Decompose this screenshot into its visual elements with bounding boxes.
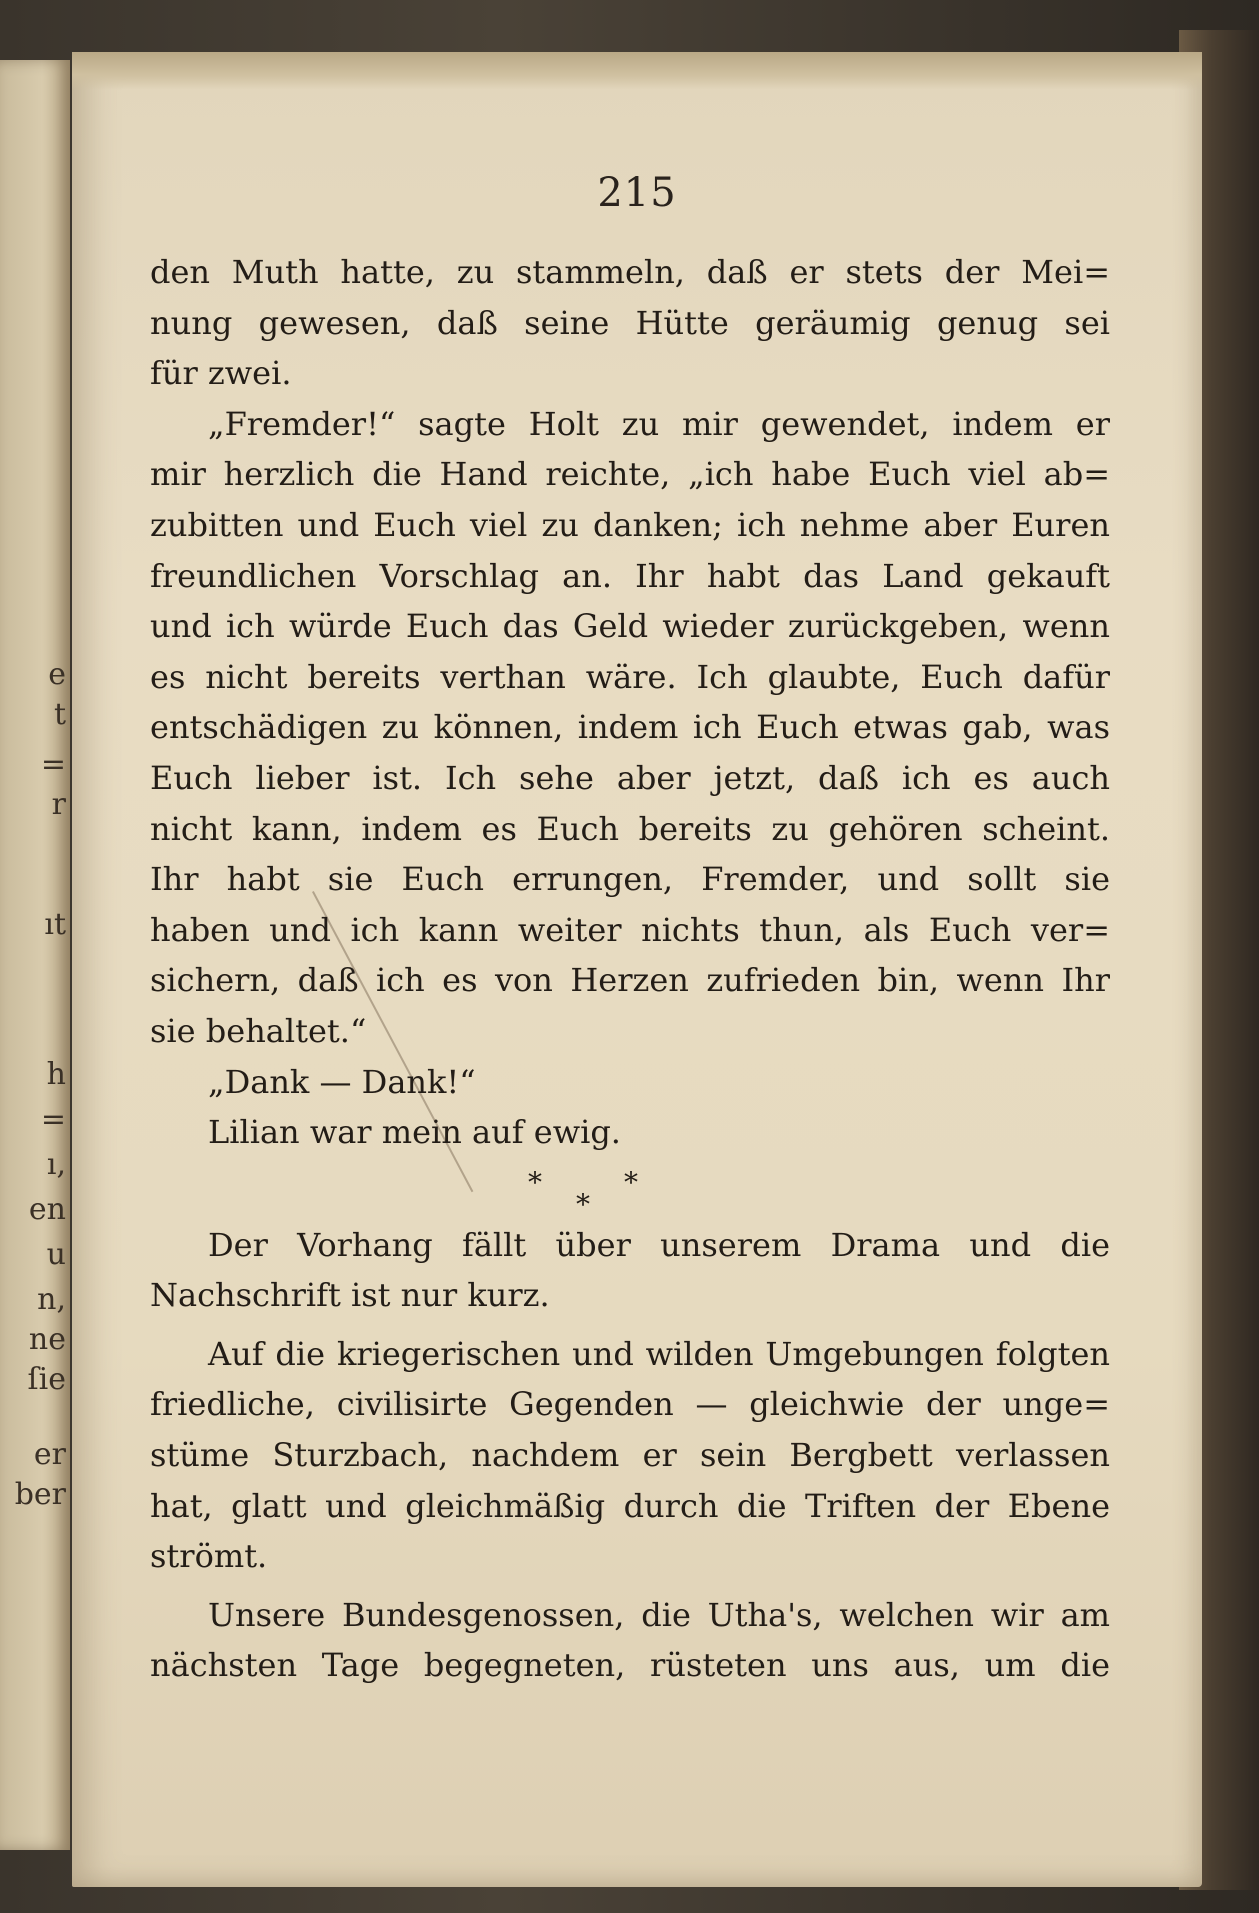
text-line: für zwei. (150, 354, 292, 393)
margin-fragment: ber (14, 1477, 66, 1512)
text-line: und ich würde Euch das Geld wieder zurückgeben, wenn (150, 607, 1110, 646)
text-line: sichern, daß ich es von Herzen zufrieden bin, wenn Ihr (150, 961, 1110, 1000)
separator-star: * (624, 1165, 638, 1199)
text-line: Auf die kriegerischen und wilden Umgebungen folgten (208, 1334, 1110, 1373)
margin-fragment: en (28, 1192, 66, 1227)
left-page-fragment (0, 60, 70, 1850)
page-number: 215 (597, 170, 677, 216)
margin-fragment: e (48, 657, 66, 692)
section-separator (150, 1158, 1110, 1220)
text-line: nicht kann, indem es Euch bereits zu gehören scheint. (150, 809, 1110, 848)
text-line: „Fremder!“ sagte Holt zu mir gewendet, indem er (208, 404, 1110, 443)
margin-fragment: ı, (46, 1147, 66, 1182)
margin-fragment: n, (37, 1282, 66, 1317)
text-line: haben und ich kann weiter nichts thun, als Euch ver= (150, 910, 1110, 949)
margin-fragment: ıt (44, 907, 66, 942)
text-line: entschädigen zu können, indem ich Euch etwas gab, was (150, 708, 1110, 747)
margin-fragment: = (40, 1102, 66, 1137)
text-line: Euch lieber ist. Ich sehe aber jetzt, daß ich es auch (150, 758, 1110, 797)
text-line: Lilian war mein auf ewig. (208, 1113, 621, 1152)
text-line: strömt. (150, 1537, 268, 1576)
margin-fragment: h (46, 1057, 66, 1092)
text-line: hat, glatt und gleichmäßig durch die Triften der Ebene (150, 1486, 1110, 1525)
book-page (72, 52, 1202, 1887)
text-line: Der Vorhang fällt über unserem Drama und die (208, 1225, 1110, 1264)
text-line: stüme Sturzbach, nachdem er sein Bergbett verlassen (150, 1436, 1110, 1475)
margin-fragment: er (33, 1437, 66, 1472)
body-text (150, 247, 1110, 1691)
margin-fragment: t (53, 697, 66, 732)
text-line: „Dank — Dank!“ (208, 1062, 476, 1101)
margin-fragment: r (51, 787, 66, 822)
text-line: es nicht bereits verthan wäre. Ich glaubte, Euch dafür (150, 657, 1110, 696)
margin-fragment: ne (28, 1322, 66, 1357)
text-line: Nachschrift ist nur kurz. (150, 1276, 550, 1315)
margin-fragment: = (40, 747, 66, 782)
text-line: Unsere Bundesgenossen, die Utha's, welchen wir am (208, 1595, 1110, 1634)
text-line: sie behaltet.“ (150, 1011, 367, 1050)
text-line: den Muth hatte, zu stammeln, daß er stets der Mei= (150, 253, 1110, 291)
text-line: freundlichen Vorschlag an. Ihr habt das Land gekauft (150, 556, 1110, 595)
text-line: zubitten und Euch viel zu danken; ich nehme aber Euren (150, 505, 1110, 544)
margin-fragment: u (46, 1237, 66, 1272)
margin-fragment: ſie (27, 1362, 66, 1397)
separator-star: * (528, 1165, 542, 1199)
separator-star: * (576, 1187, 590, 1221)
page-top-edge (72, 52, 1202, 90)
text-line: friedliche, civilisirte Gegenden — gleichwie der unge= (150, 1385, 1110, 1424)
text-line: nächsten Tage begegneten, rüsteten uns aus, um die (150, 1646, 1110, 1685)
text-line: nung gewesen, daß seine Hütte geräumig genug sei (150, 303, 1110, 342)
text-line: Ihr habt sie Euch errungen, Fremder, und sollt sie (150, 860, 1110, 899)
text-line: mir herzlich die Hand reichte, „ich habe Euch viel ab= (150, 455, 1110, 494)
